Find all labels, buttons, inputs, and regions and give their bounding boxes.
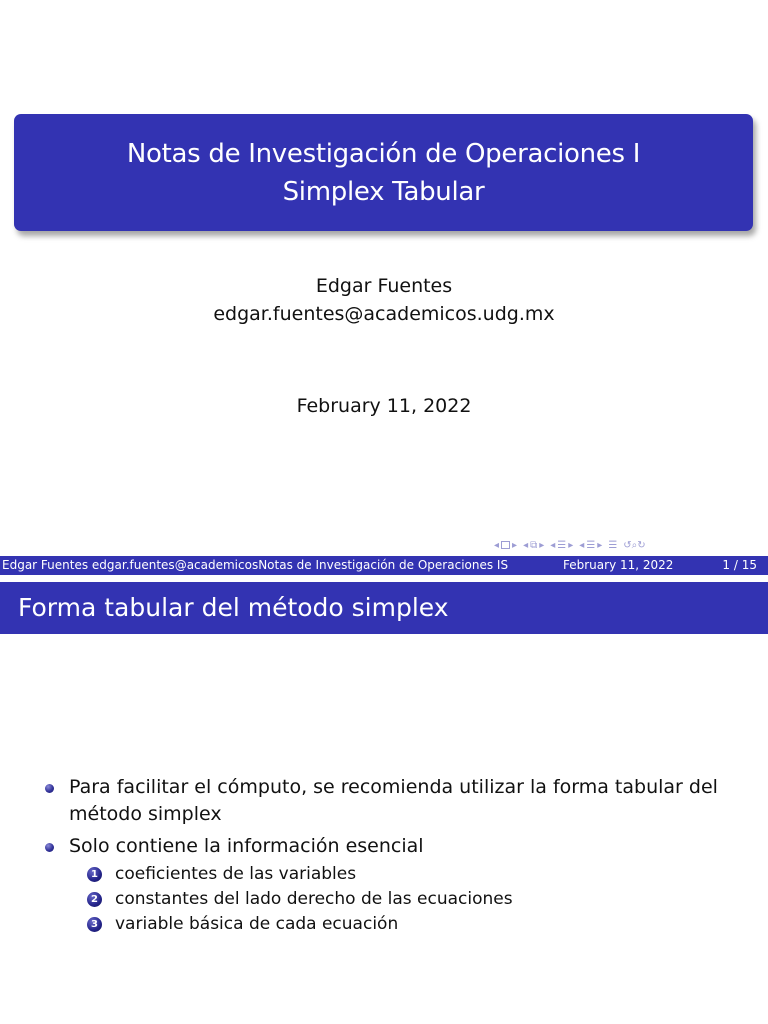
nav-doc-icon[interactable]: ☰ bbox=[608, 539, 618, 551]
nav-section-icon[interactable]: ◂ ☰ ▸ bbox=[550, 539, 574, 551]
enumeration-ball-icon: 3 bbox=[87, 917, 102, 932]
enumeration-ball-icon: 2 bbox=[87, 892, 102, 907]
bullet-dot-icon bbox=[45, 784, 54, 793]
nav-frame-icon[interactable]: ◂ ▸ bbox=[494, 539, 518, 551]
beamer-navigation-bar bbox=[494, 537, 762, 553]
slide-footer bbox=[0, 556, 768, 575]
author-name: Edgar Fuentes bbox=[315, 275, 453, 297]
footer-page-number: 1 / 15 bbox=[722, 558, 757, 572]
bullet-item bbox=[44, 774, 744, 828]
bullet-dot-icon bbox=[45, 843, 54, 852]
author-email: edgar.fuentes@academicos.udg.mx bbox=[213, 303, 555, 325]
enumerated-item bbox=[87, 887, 744, 912]
presentation-subtitle: Simplex Tabular bbox=[282, 176, 485, 207]
presentation-title: Notas de Investigación de Operaciones I bbox=[126, 138, 641, 169]
nav-list-icon[interactable]: ◂ ☰ ▸ bbox=[579, 539, 603, 551]
enumerated-sublist bbox=[44, 862, 744, 937]
presentation-date: February 11, 2022 bbox=[296, 395, 472, 417]
footer-author-title: Edgar Fuentes edgar.fuentes@academicosNotas de Investigación de Operaciones IS bbox=[2, 558, 509, 572]
enumeration-ball-icon: 1 bbox=[87, 867, 102, 882]
bullet-list bbox=[44, 774, 744, 937]
enumerated-text: coeficientes de las variables bbox=[115, 864, 357, 884]
nav-search-icon[interactable]: ↺⌕↻ bbox=[623, 539, 646, 551]
enumerated-item bbox=[87, 862, 744, 887]
frame-title: Forma tabular del método simplex bbox=[0, 582, 768, 634]
enumerated-text: constantes del lado derecho de las ecuaciones bbox=[115, 889, 513, 909]
nav-subsection-icon[interactable]: ◂ ⧉ ▸ bbox=[523, 539, 545, 551]
enumerated-item bbox=[87, 912, 744, 937]
bullet-item bbox=[44, 833, 744, 860]
footer-date: February 11, 2022 bbox=[563, 558, 674, 572]
bullet-text: Solo contiene la información esencial bbox=[69, 835, 424, 857]
title-block bbox=[14, 114, 753, 231]
enumerated-text: variable básica de cada ecuación bbox=[115, 914, 399, 934]
bullet-text: Para facilitar el cómputo, se recomienda utilizar la forma tabular del método simplex bbox=[69, 776, 718, 825]
